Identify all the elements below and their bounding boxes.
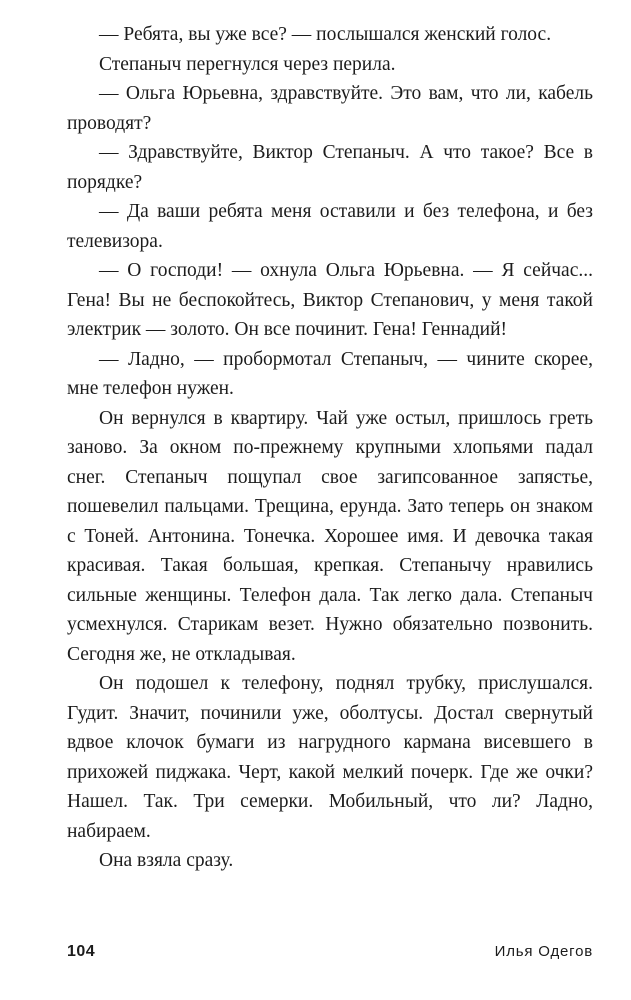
paragraph: — Ребята, вы уже все? — послышался женский голос. xyxy=(99,24,552,45)
paragraph: — О господи! — охнула Ольга Юрьевна. — Я сейчас... Гена! Вы не беспокойтесь, Виктор Степанович, у меня такой электрик — золото. Он все починит. Гена! Геннадий! xyxy=(67,260,593,340)
book-page xyxy=(67,20,593,980)
page-footer xyxy=(67,943,593,973)
paragraph: Она взяла сразу. xyxy=(99,850,234,871)
paragraph: Он вернулся в квартиру. Чай уже остыл, пришлось греть заново. За окном по-прежнему крупными хлопьями падал снег. Степаныч пощупал свое загипсованное запястье, пошевелил пальцами. Трещина, ерунда. Зато теперь он знаком с Тоней. Антонина. Тонечка. Хорошее имя. И девочка такая красивая. Такая большая, крепкая. Степанычу нравились сильные женщины. Телефон дала. Так легко дала. Степаныч усмехнулся. Старикам везет. Нужно обязательно позвонить. Сегодня же, не откладывая. xyxy=(67,407,593,665)
page-number: 104 xyxy=(67,943,96,960)
paragraph: — Да ваши ребята меня оставили и без телефона, и без телевизора. xyxy=(67,201,593,252)
paragraph: — Ладно, — пробормотал Степаныч, — чините скорее, мне телефон нужен. xyxy=(67,348,593,399)
body-text xyxy=(67,20,593,876)
paragraph: Степаныч перегнулся через перила. xyxy=(99,53,396,75)
paragraph: Он подошел к телефону, поднял трубку, прислушался. Гудит. Значит, починили уже, оболтусы. Достал свернутый вдвое клочок бумаги из нагрудного кармана висевшего в прихожей пиджака. Черт, какой мелкий почерк. Где же очки? Нашел. Так. Три семерки. Мобильный, что ли? Ладно, набираем. xyxy=(67,673,593,842)
paragraph: — Ольга Юрьевна, здравствуйте. Это вам, что ли, кабель проводят? xyxy=(67,83,593,134)
paragraph: — Здравствуйте, Виктор Степаныч. А что такое? Все в порядке? xyxy=(67,142,593,193)
running-head-author: Илья Одегов xyxy=(494,943,593,960)
